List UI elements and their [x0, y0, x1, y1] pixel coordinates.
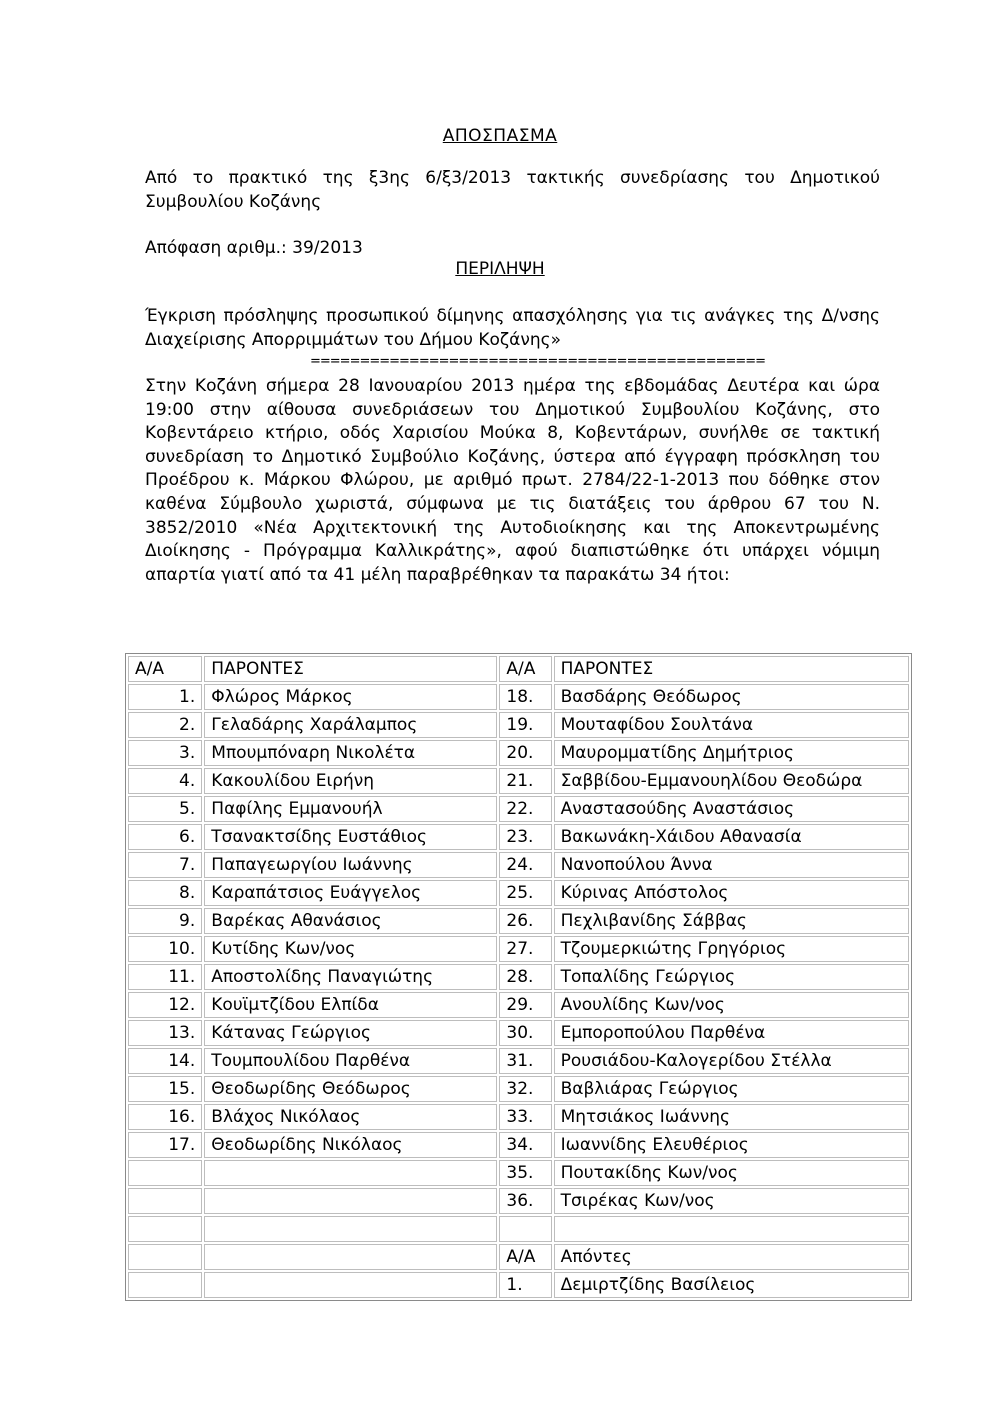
summary-heading: ΠΕΡΙΛΗΨΗ [455, 259, 545, 279]
member-name [204, 1244, 497, 1270]
member-name [204, 1188, 497, 1214]
summary-paragraph: Έγκριση πρόσληψης προσωπικού δίμηνης απασχόλησης για τις ανάγκες της Δ/νσης Διαχείρισης Απορριμμάτων του Δήμου Κοζάνης» [145, 306, 880, 350]
table-row [128, 1104, 909, 1130]
member-name-2: Βακωνάκη-Χάιδου Αθανασία [554, 824, 909, 850]
row-number-2: 31. [499, 1048, 551, 1074]
row-number: 12. [128, 992, 202, 1018]
table-row [128, 1244, 909, 1270]
row-number: 14. [128, 1048, 202, 1074]
row-number [128, 1160, 202, 1186]
member-name-2 [554, 1216, 909, 1242]
table-row [128, 1076, 909, 1102]
decision-number: Απόφαση αριθμ.: 39/2013 [145, 238, 363, 258]
row-number-2: 33. [499, 1104, 551, 1130]
member-name-2: Βασδάρης Θεόδωρος [554, 684, 909, 710]
table-row [128, 1216, 909, 1242]
table-row [128, 768, 909, 794]
row-number [128, 1188, 202, 1214]
table-row [128, 852, 909, 878]
member-name: Φλώρος Μάρκος [204, 684, 497, 710]
row-number-2: 24. [499, 852, 551, 878]
member-name [204, 1272, 497, 1298]
header-aa: Α/Α [128, 656, 202, 682]
row-number-2: 1. [499, 1272, 551, 1298]
row-number [128, 1216, 202, 1242]
member-name: Τσανακτσίδης Ευστάθιος [204, 824, 497, 850]
member-name: Κακουλίδου Ειρήνη [204, 768, 497, 794]
member-name-2: Πεχλιβανίδης Σάββας [554, 908, 909, 934]
row-number: 16. [128, 1104, 202, 1130]
table-row [128, 1272, 909, 1298]
member-name-2: Τοπαλίδης Γεώργιος [554, 964, 909, 990]
member-name: Μπουμπόναρη Νικολέτα [204, 740, 497, 766]
attendance-table [125, 653, 912, 1301]
table-row [128, 936, 909, 962]
table-row [128, 796, 909, 822]
row-number [128, 1272, 202, 1298]
member-name: Θεοδωρίδης Θεόδωρος [204, 1076, 497, 1102]
member-name-2: Κύρινας Απόστολος [554, 880, 909, 906]
member-name: Βαρέκας Αθανάσιος [204, 908, 497, 934]
row-number-2: 19. [499, 712, 551, 738]
row-number-2: 22. [499, 796, 551, 822]
row-number-2: 18. [499, 684, 551, 710]
member-name-2: Εμποροπούλου Παρθένα [554, 1020, 909, 1046]
table-header-row [128, 656, 909, 682]
table-row [128, 1132, 909, 1158]
table-row [128, 1020, 909, 1046]
member-name-2: Τζουμερκιώτης Γρηγόριος [554, 936, 909, 962]
row-number-2: 21. [499, 768, 551, 794]
member-name [204, 1216, 497, 1242]
row-number-2: 26. [499, 908, 551, 934]
row-number: 10. [128, 936, 202, 962]
row-number-2: 23. [499, 824, 551, 850]
row-number: 3. [128, 740, 202, 766]
table-row [128, 824, 909, 850]
separator-line: ============================================== [310, 354, 766, 369]
table-row [128, 880, 909, 906]
member-name [204, 1160, 497, 1186]
table-row [128, 992, 909, 1018]
body-paragraph: Στην Κοζάνη σήμερα 28 Ιανουαρίου 2013 ημέρα της εβδομάδας Δευτέρα και ώρα 19:00 στην αίθουσα συνεδριάσεων του Δημοτικού Συμβουλίου Κοζάνης, στο Κοβεντάρειο κτήριο, οδός Χαρισίου Μούκα 8, Κοβεντάρων, συνήλθε σε τακτική συνεδρίαση το Δημοτικό Συμβούλιο Κοζάνης, ύστερα από έγγραφη πρόσκληση του Προέδρου κ. Μάρκου Φλώρου, με αριθμό πρωτ. 2784/22-1-2013 που δόθηκε στον καθένα Σύμβουλο χωριστά, σύμφωνα με τις διατάξεις του άρθρου 67 του Ν. 3852/2010 «Νέα Αρχιτεκτονική της Αυτοδιοίκησης και της Αποκεντρωμένης Διοίκησης - Πρόγραμμα Καλλικράτης», αφού διαπιστώθηκε ότι υπάρχει νόμιμη απαρτία γιατί από τα 41 μέλη παραβρέθηκαν τα παρακάτω 34 ήτοι: [145, 376, 880, 585]
member-name: Κυτίδης Κων/νος [204, 936, 497, 962]
row-number: 13. [128, 1020, 202, 1046]
table-row [128, 712, 909, 738]
table-row [128, 908, 909, 934]
member-name-2: Πουτακίδης Κων/νος [554, 1160, 909, 1186]
row-number-2: 35. [499, 1160, 551, 1186]
header-present: ΠΑΡΟΝΤΕΣ [204, 656, 497, 682]
table-row [128, 684, 909, 710]
row-number-2: 27. [499, 936, 551, 962]
table-row [128, 1188, 909, 1214]
member-name: Κουϊμτζίδου Ελπίδα [204, 992, 497, 1018]
member-name-2: Βαβλιάρας Γεώργιος [554, 1076, 909, 1102]
table-row [128, 1048, 909, 1074]
row-number: 6. [128, 824, 202, 850]
intro-paragraph: Από το πρακτικό της ξ3ης 6/ξ3/2013 τακτικής συνεδρίασης του Δημοτικού Συμβουλίου Κοζάνης [145, 168, 880, 212]
member-name: Γελαδάρης Χαράλαμπος [204, 712, 497, 738]
row-number: 15. [128, 1076, 202, 1102]
row-number: 5. [128, 796, 202, 822]
member-name: Παφίλης Εμμανουήλ [204, 796, 497, 822]
member-name: Θεοδωρίδης Νικόλαος [204, 1132, 497, 1158]
row-number-2: 29. [499, 992, 551, 1018]
row-number-2: 20. [499, 740, 551, 766]
row-number: 8. [128, 880, 202, 906]
member-name-2: Μουταφίδου Σουλτάνα [554, 712, 909, 738]
document-title: ΑΠΟΣΠΑΣΜΑ [442, 126, 558, 146]
row-number-2 [499, 1216, 551, 1242]
header-aa-2: Α/Α [499, 656, 551, 682]
row-number-2: 34. [499, 1132, 551, 1158]
member-name-2: Ιωαννίδης Ελευθέριος [554, 1132, 909, 1158]
row-number-2: 28. [499, 964, 551, 990]
member-name-2: Μητσιάκος Ιωάννης [554, 1104, 909, 1130]
row-number-2: Α/Α [499, 1244, 551, 1270]
member-name: Βλάχος Νικόλαος [204, 1104, 497, 1130]
member-name-2: Απόντες [554, 1244, 909, 1270]
member-name-2: Σαββίδου-Εμμανουηλίδου Θεοδώρα [554, 768, 909, 794]
member-name-2: Νανοπούλου Άννα [554, 852, 909, 878]
row-number-2: 25. [499, 880, 551, 906]
row-number-2: 30. [499, 1020, 551, 1046]
row-number-2: 36. [499, 1188, 551, 1214]
header-present-2: ΠΑΡΟΝΤΕΣ [554, 656, 909, 682]
row-number: 7. [128, 852, 202, 878]
member-name-2: Δεμιρτζίδης Βασίλειος [554, 1272, 909, 1298]
member-name-2: Αναστασούδης Αναστάσιος [554, 796, 909, 822]
row-number [128, 1244, 202, 1270]
member-name: Καραπάτσιος Ευάγγελος [204, 880, 497, 906]
member-name: Αποστολίδης Παναγιώτης [204, 964, 497, 990]
member-name: Παπαγεωργίου Ιωάννης [204, 852, 497, 878]
table-row [128, 964, 909, 990]
row-number: 1. [128, 684, 202, 710]
row-number: 9. [128, 908, 202, 934]
member-name-2: Ρουσιάδου-Καλογερίδου Στέλλα [554, 1048, 909, 1074]
member-name-2: Τσιρέκας Κων/νος [554, 1188, 909, 1214]
row-number: 17. [128, 1132, 202, 1158]
member-name: Κάτανας Γεώργιος [204, 1020, 497, 1046]
row-number: 2. [128, 712, 202, 738]
table-row [128, 1160, 909, 1186]
table-row [128, 740, 909, 766]
member-name-2: Μαυρομματίδης Δημήτριος [554, 740, 909, 766]
row-number: 11. [128, 964, 202, 990]
member-name: Τουμπουλίδου Παρθένα [204, 1048, 497, 1074]
row-number: 4. [128, 768, 202, 794]
member-name-2: Ανουλίδης Κων/νος [554, 992, 909, 1018]
row-number-2: 32. [499, 1076, 551, 1102]
